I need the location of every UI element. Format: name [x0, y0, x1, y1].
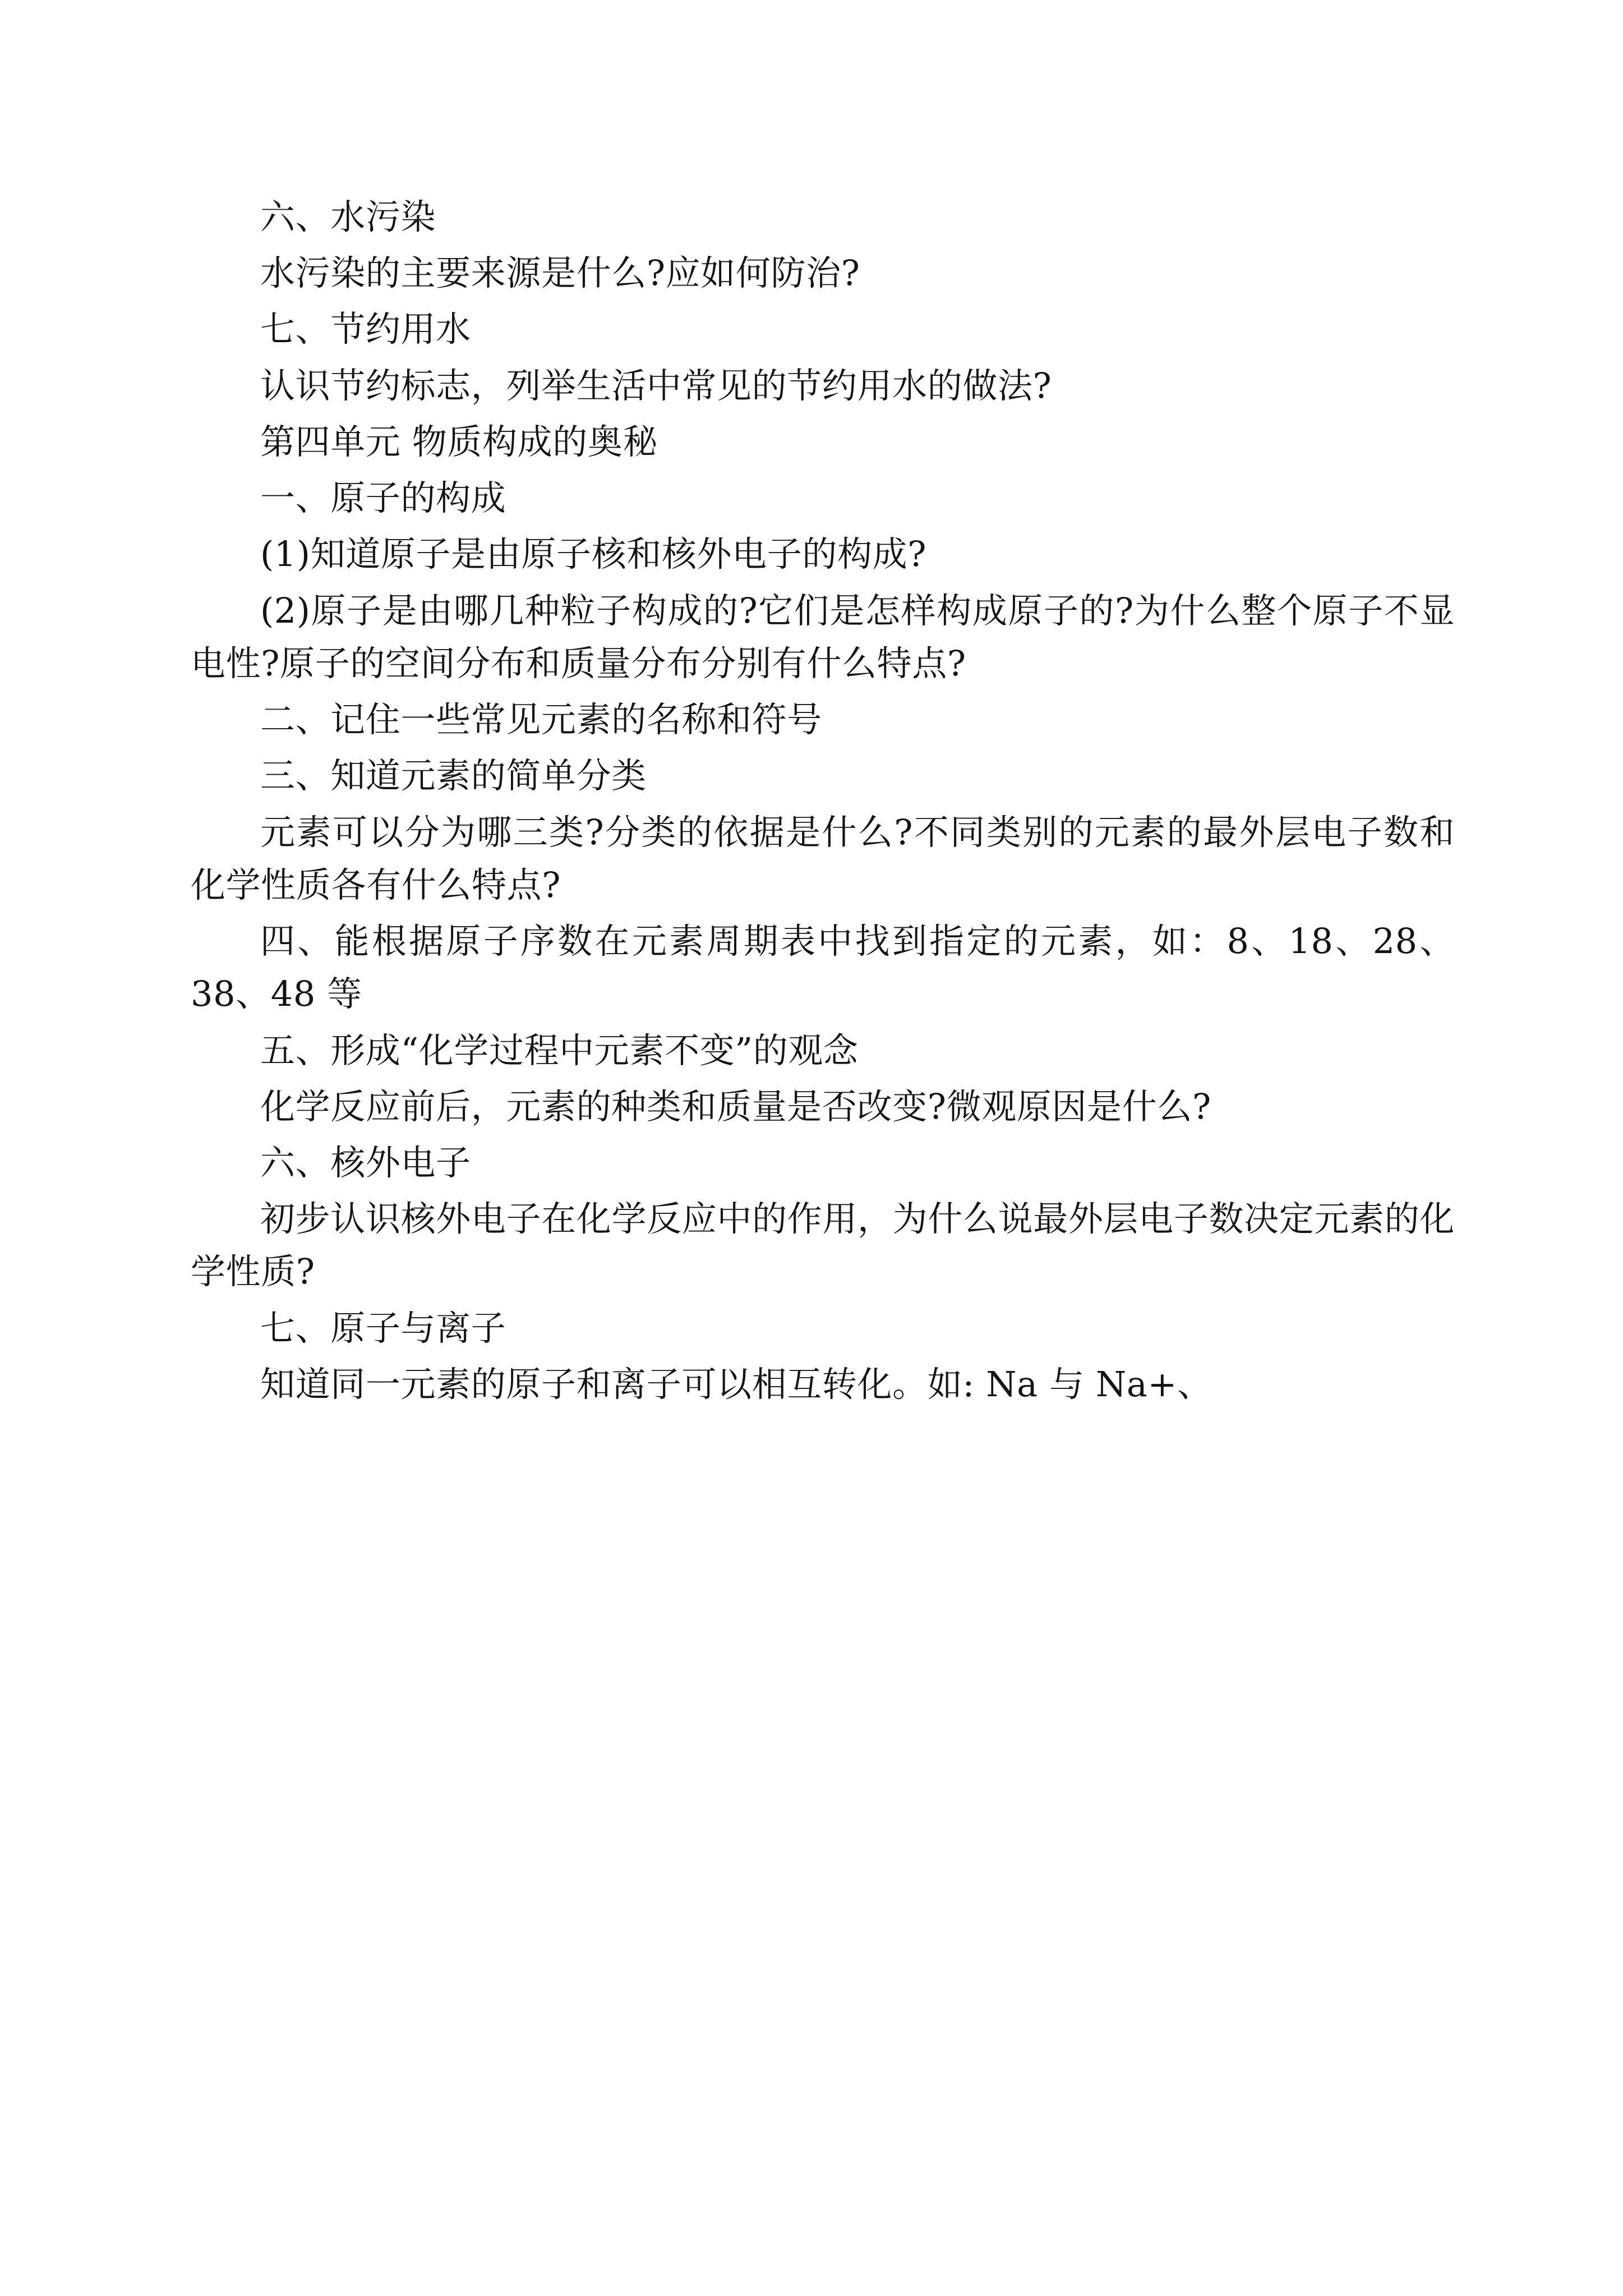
paragraph-section-six-outer-electrons: 六、核外电子 [260, 1142, 471, 1183]
paragraph-water-saving-question: 认识节约标志，列举生活中常见的节约用水的做法? [260, 365, 1052, 406]
paragraph-unit-four-title: 第四单元 物质构成的奥秘 [260, 421, 658, 462]
paragraph-element-conservation-question: 化学反应前后，元素的种类和质量是否改变?微观原因是什么? [260, 1085, 1211, 1127]
paragraph-section-five-element-conservation: 五、形成“化学过程中元素不变”的观念 [260, 1029, 859, 1071]
paragraph-element-classification-question: 元素可以分为哪三类?分类的依据是什么?不同类别的元素的最外层电子数和化学性质各有什么特点? [191, 811, 1455, 905]
paragraph-section-seven-atoms-ions: 七、原子与离子 [260, 1307, 506, 1349]
paragraph-atom-question-2: (2)原子是由哪几种粒子构成的?它们是怎样构成原子的?为什么整个原子不显电性?原子的空间分布和质量分布分别有什么特点? [191, 590, 1455, 684]
paragraph-section-three-element-classification: 三、知道元素的简单分类 [260, 755, 647, 797]
paragraph-section-seven-water-saving: 七、节约用水 [260, 309, 471, 350]
paragraph-outer-electrons-question: 初步认识核外电子在化学反应中的作用，为什么说最外层电子数决定元素的化学性质? [191, 1198, 1455, 1292]
paragraph-section-one-atom-structure: 一、原子的构成 [260, 477, 506, 519]
document-body [191, 191, 1455, 1411]
paragraph-section-six-water-pollution: 六、水污染 [260, 196, 436, 237]
paragraph-atom-question-1: (1)知道原子是由原子核和核外电子的构成? [260, 533, 927, 575]
paragraph-section-two-element-symbols: 二、记住一些常见元素的名称和符号 [260, 699, 822, 740]
paragraph-section-four-periodic-table: 四、能根据原子序数在元素周期表中找到指定的元素，如：8、18、28、38、48 等 [191, 921, 1455, 1015]
paragraph-atoms-ions-question: 知道同一元素的原子和离子可以相互转化。如: Na 与 Na+、 [260, 1363, 1212, 1405]
paragraph-water-pollution-question: 水污染的主要来源是什么?应如何防治? [260, 252, 860, 294]
